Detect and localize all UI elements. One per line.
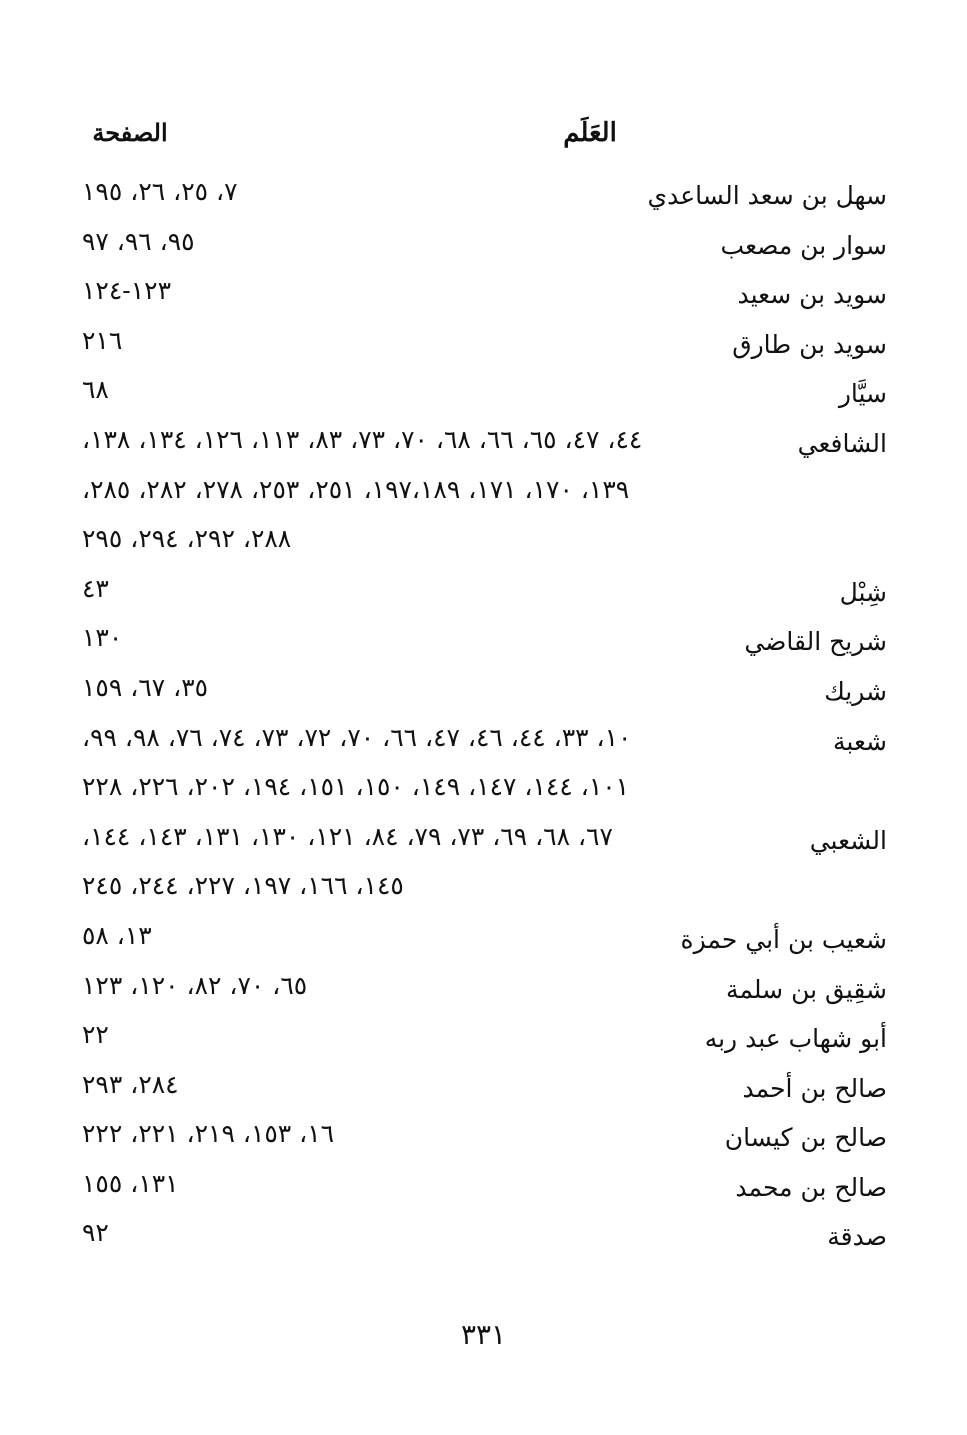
entry-pages: ٩٢ bbox=[82, 1218, 109, 1248]
entry-pages: ١٠، ٣٣، ٤٤، ٤٦، ٤٧، ٦٦، ٧٠، ٧٢، ٧٣، ٧٤، ٧٦، ٩٨، ٩٩، bbox=[82, 722, 632, 752]
entry-name: صالح بن أحمد bbox=[742, 1073, 887, 1103]
page-number: ٣٣١ bbox=[460, 1318, 507, 1351]
index-row bbox=[0, 669, 967, 719]
index-row bbox=[0, 917, 967, 967]
index-row bbox=[0, 1115, 967, 1165]
index-row bbox=[0, 1016, 967, 1066]
entry-name: شِبْل bbox=[839, 577, 887, 607]
entry-name: شريح القاضي bbox=[744, 627, 887, 657]
entry-pages: ١٤٥، ١٦٦، ١٩٧، ٢٢٧، ٢٤٤، ٢٤٥ bbox=[82, 871, 404, 901]
entry-name: صالح بن محمد bbox=[735, 1172, 887, 1202]
entry-pages: ٦٥، ٧٠، ٨٢، ١٢٠، ١٢٣ bbox=[82, 970, 308, 1000]
entry-pages: ١٣٠ bbox=[82, 623, 123, 653]
entry-pages: ٢٨٨، ٢٩٢، ٢٩٤، ٢٩٥ bbox=[82, 524, 292, 554]
index-row bbox=[0, 173, 967, 223]
entry-pages: ٦٨ bbox=[82, 375, 109, 405]
entry-pages: ٢١٦ bbox=[82, 325, 123, 355]
entry-pages: ٢٢ bbox=[82, 1020, 109, 1050]
index-row bbox=[0, 371, 967, 421]
index-row bbox=[0, 471, 967, 521]
entry-pages: ٩٥، ٩٦، ٩٧ bbox=[82, 226, 195, 256]
index-row bbox=[0, 1066, 967, 1116]
index-row bbox=[0, 570, 967, 620]
entry-name: شعيب بن أبي حمزة bbox=[680, 924, 887, 954]
index-entries bbox=[0, 173, 967, 1264]
index-row bbox=[0, 421, 967, 471]
index-row bbox=[0, 1165, 967, 1215]
entry-pages: ١٠١، ١٤٤، ١٤٧، ١٤٩، ١٥٠، ١٥١، ١٩٤، ٢٠٢، ٢٢٦، ٢٢٨ bbox=[82, 772, 630, 802]
entry-pages: ٢٨٤، ٢٩٣ bbox=[82, 1069, 179, 1099]
index-row bbox=[0, 1214, 967, 1264]
entry-name: سهل بن سعد الساعدي bbox=[647, 181, 887, 210]
entry-name: شعبة bbox=[833, 726, 887, 756]
entry-name: الشعبي bbox=[809, 825, 887, 855]
entry-pages: ٧، ٢٥، ٢٦، ١٩٥ bbox=[82, 177, 238, 206]
entry-pages: ٤٣ bbox=[82, 573, 109, 603]
page-column-heading: الصفحة bbox=[92, 118, 168, 147]
entry-pages: ٣٥، ٦٧، ١٥٩ bbox=[82, 672, 209, 702]
index-row bbox=[0, 818, 967, 868]
index-row bbox=[0, 223, 967, 273]
index-row bbox=[0, 768, 967, 818]
index-row bbox=[0, 619, 967, 669]
entry-name: سوار بن مصعب bbox=[720, 230, 887, 260]
entry-name: شريك bbox=[824, 676, 887, 706]
index-row bbox=[0, 719, 967, 769]
index-header bbox=[0, 118, 967, 162]
entry-name: الشافعي bbox=[797, 428, 887, 458]
entry-pages: ١٣٩، ١٧٠، ١٧١، ١٩٧،١٨٩، ٢٥١، ٢٥٣، ٢٧٨، ٢٨٢، ٢٨٥، bbox=[82, 474, 630, 504]
entry-pages: ١٣، ٥٨ bbox=[82, 920, 152, 950]
entry-pages: ٤٤، ٤٧، ٦٥، ٦٦، ٦٨، ٧٠، ٧٣، ٨٣، ١١٣، ١٢٦، ١٣٤، ١٣٨، bbox=[82, 424, 643, 454]
entry-name: صدقة bbox=[827, 1222, 887, 1252]
index-row bbox=[0, 867, 967, 917]
index-row bbox=[0, 520, 967, 570]
entry-pages: ١٦، ١٥٣، ٢١٩، ٢٢١، ٢٢٢ bbox=[82, 1119, 335, 1149]
entry-name: أبو شهاب عبد ربه bbox=[704, 1024, 887, 1054]
entry-name: سويد بن طارق bbox=[732, 329, 887, 359]
index-row bbox=[0, 322, 967, 372]
index-row bbox=[0, 967, 967, 1017]
entry-name: صالح بن كيسان bbox=[724, 1123, 887, 1153]
entry-pages: ٦٧، ٦٨، ٦٩، ٧٣، ٧٩، ٨٤، ١٢١، ١٣٠، ١٣١، ١٤٣، ١٤٤، bbox=[82, 821, 613, 851]
entry-pages: ١٣١، ١٥٥ bbox=[82, 1168, 179, 1198]
entry-name: شقِيق بن سلمة bbox=[726, 974, 887, 1004]
name-column-heading: العَلَم bbox=[563, 118, 617, 148]
index-row bbox=[0, 272, 967, 322]
entry-name: سويد بن سعيد bbox=[737, 280, 887, 310]
entry-name: سيَّار bbox=[838, 379, 887, 409]
entry-pages: ١٢٣-١٢٤ bbox=[82, 276, 172, 306]
